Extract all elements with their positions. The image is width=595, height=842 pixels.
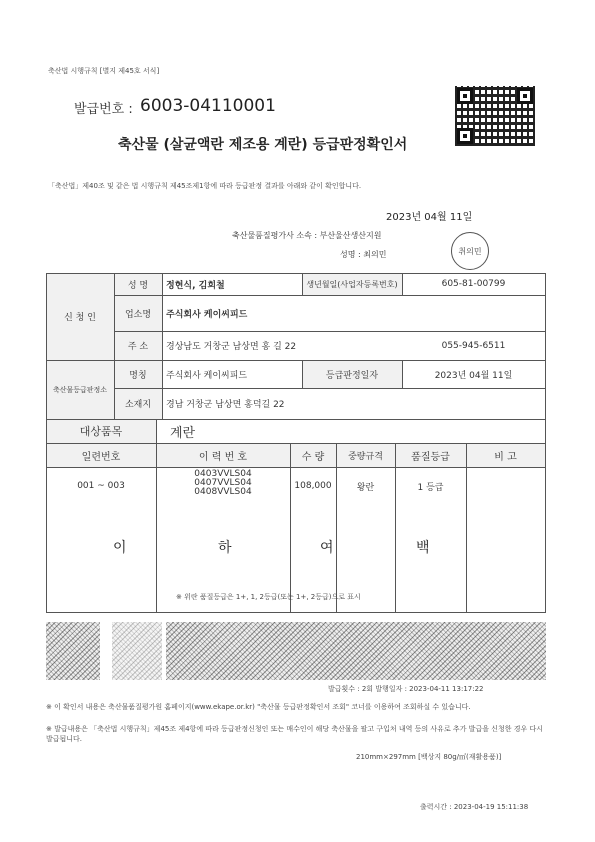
applicant-name: 정현식, 김희철 [166, 280, 225, 291]
registration-number: 605-81-00799 [441, 279, 506, 289]
row-weight: 왕란 [356, 482, 375, 493]
row-trace-numbers [156, 470, 290, 497]
registration-number-label: 생년월일(사업자등록번호) [306, 279, 398, 289]
paper-spec: 210mm×297mm [백상지 80g/㎡(재활용품)] [356, 753, 502, 761]
trace-number: 0407VVLS04 [194, 478, 252, 488]
row-serial: 001 ~ 003 [77, 481, 125, 491]
grade-note: ※ 위란 품질등급은 1+, 1, 2등급(또는 1+, 2등급)으로 표시 [176, 593, 361, 601]
watermark-char: 이 [113, 540, 127, 556]
address-label: 주 소 [127, 342, 149, 352]
issue-info: 발급횟수 : 2회 발행일자 : 2023-04-11 13:17:22 [328, 685, 484, 693]
row-quantity: 108,000 [294, 481, 332, 491]
watermark-char: 여 [320, 540, 334, 556]
trace-number: 0408VVLS04 [194, 487, 252, 497]
grading-date-label: 등급판정일자 [325, 370, 379, 381]
form-reference: 축산법 시행규칙 [별지 제45호 서식] [48, 67, 160, 75]
facility-name: 주식회사 케이씨피드 [166, 370, 248, 381]
row-grade: 1 등급 [417, 482, 444, 493]
header-grade: 품질등급 [411, 451, 450, 463]
document-title: 축산물 (살균액란 제조용 계란) 등급판정확인서 [118, 137, 408, 153]
header-serial: 일련번호 [81, 451, 121, 463]
target-item-label: 대상품목 [79, 425, 123, 438]
security-pattern-middle [112, 622, 162, 680]
grading-date: 2023년 04월 11일 [434, 370, 513, 381]
intro-text: 「축산법」제40조 및 같은 법 시행규칙 제45조제1항에 따라 등급판정 결과를 아래와 같이 확인합니다. [48, 182, 362, 190]
applicant-name-label: 성 명 [127, 280, 149, 291]
seal-text: 취의민 [458, 246, 482, 256]
issue-date: 2023년 04월 11일 [386, 212, 473, 223]
applicant-phone: 055-945-6511 [441, 340, 506, 351]
header-quantity: 수 량 [301, 451, 325, 463]
facility-section-label: 축산물등급판정소 [52, 385, 108, 394]
qr-code [455, 86, 535, 146]
target-item-value: 계란 [170, 425, 196, 441]
security-pattern-left [46, 622, 100, 680]
signer-name: 성명 : 최의민 [340, 250, 387, 259]
trace-number: 0403VVLS04 [194, 469, 252, 479]
facility-location: 경남 거창군 남상면 홍덕길 22 [166, 400, 285, 410]
notice-2: ※ 발급내용은 「축산법 시행규칙」제45조 제4항에 따라 등급판정신청인 또는 매수인이 해당 축산물을 팔고 구입처 내역 등의 사유로 추가 발급을 신청한 경우 다시 발급됩니다. [46, 725, 543, 743]
header-remarks: 비 고 [494, 451, 517, 463]
notice-1: ※ 이 확인서 내용은 축산물품질평가원 홈페이지(www.ekape.or.kr) "축산물 등급판정확인서 조회" 코너를 이용하여 조회하실 수 있습니다. [46, 703, 471, 711]
security-pattern-right [166, 622, 546, 680]
issuer-affiliation: 축산물품질평가사 소속 : 부산울산생산지원 [232, 231, 382, 240]
header-weight: 중량규격 [348, 451, 383, 462]
watermark-char: 하 [218, 540, 232, 556]
applicant-section-label: 신 청 인 [64, 313, 96, 323]
print-time: 출력시간 : 2023-04-19 15:11:38 [420, 803, 529, 811]
issue-number-label: 발급번호 : [74, 102, 133, 117]
official-seal [451, 232, 489, 270]
issue-number: 6003-04110001 [140, 96, 276, 116]
applicant-address: 경상남도 거창군 남상면 홍 길 22 [166, 342, 297, 352]
company-label: 업소명 [124, 309, 152, 320]
header-trace-number: 이 력 번 호 [198, 451, 248, 463]
company-name: 주식회사 케이씨피드 [166, 309, 248, 320]
watermark-char: 백 [416, 540, 430, 556]
facility-name-label: 명칭 [129, 370, 147, 381]
facility-location-label: 소재지 [124, 400, 152, 410]
